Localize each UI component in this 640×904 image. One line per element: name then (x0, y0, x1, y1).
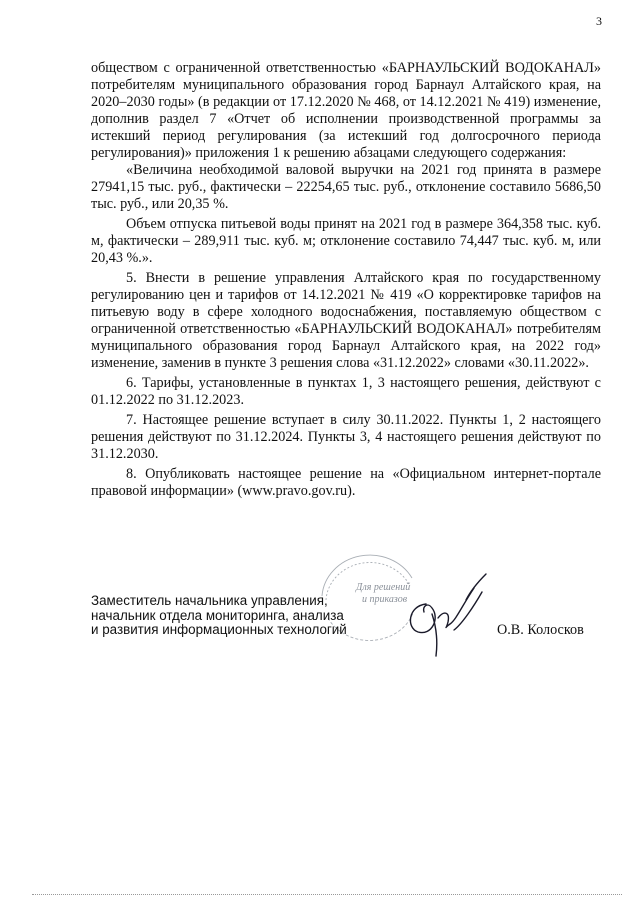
paragraph-item-7: 7. Настоящее решение вступает в силу 30.11.2022. Пункты 1, 2 настоящего решения действуют по 31.12.2024. Пункты 3, 4 настоящего решения действуют по 31.12.2030. (91, 412, 601, 462)
paragraph-water-volume: Объем отпуска питьевой воды принят на 2021 год в размере 364,358 тыс. куб. м, фактически – 289,911 тыс. куб. м; отклонение составило 74,447 тыс. куб. м, или 20,43 %.». (91, 216, 601, 266)
paragraph-item-8: 8. Опубликовать настоящее решение на «Официальном интернет-портале правовой информации» (www.pravo.gov.ru). (91, 466, 601, 499)
document-body (91, 60, 601, 500)
paragraph-item-5: 5. Внести в решение управления Алтайского края по государственному регулированию цен и тарифов от 14.12.2021 № 419 «О корректировке тарифов на питьевую воду в сфере холодного водоснабжения, поставляемую обществом с ограниченной ответственностью «БАРНАУЛЬСКИЙ ВОДОКАНАЛ» потребителям муниципального образования город Барнаул Алтайского края, на 2022 год» изменение, заменив в пункте 3 решения слова «31.12.2022» словами «30.11.2022». (91, 270, 601, 371)
signature-title (91, 594, 347, 638)
stamp-line-1: Для решений (356, 582, 411, 593)
stamp-line-2: и приказов (362, 594, 408, 605)
signature-title-line-1: Заместитель начальника управления, (91, 593, 328, 608)
page-number: 3 (596, 14, 602, 28)
handwritten-signature (378, 566, 498, 658)
paragraph-revenue: «Величина необходимой валовой выручки на 2021 год принята в размере 27941,15 тыс. руб., фактически – 22254,65 тыс. руб., отклонение составило 5686,50 тыс. руб., или 20,35 %. (91, 162, 601, 212)
paragraph-item-6: 6. Тарифы, установленные в пунктах 1, 3 настоящего решения, действуют с 01.12.2022 по 31.12.2023. (91, 375, 601, 408)
signature-title-line-2: начальник отдела мониторинга, анализа (91, 607, 344, 623)
paragraph-continuation: обществом с ограниченной ответственностью «БАРНАУЛЬСКИЙ ВОДОКАНАЛ» потребителям муниципального образования город Барнаул Алтайского края, на 2020–2030 годы» (в редакции от 17.12.2020 № 468, от 14.12.2021 № 419) изменение, дополнив раздел 7 «Отчет об исполнении производственной программы за истекший период регулирования (за истекший год долгосрочного периода регулирования)» приложения 1 к решению абзацами следующего содержания: (91, 60, 601, 161)
page-bottom-divider (32, 894, 622, 895)
signer-name: О.В. Колосков (497, 622, 584, 638)
signature-title-line-3: и развития информационных технологий (91, 622, 347, 637)
